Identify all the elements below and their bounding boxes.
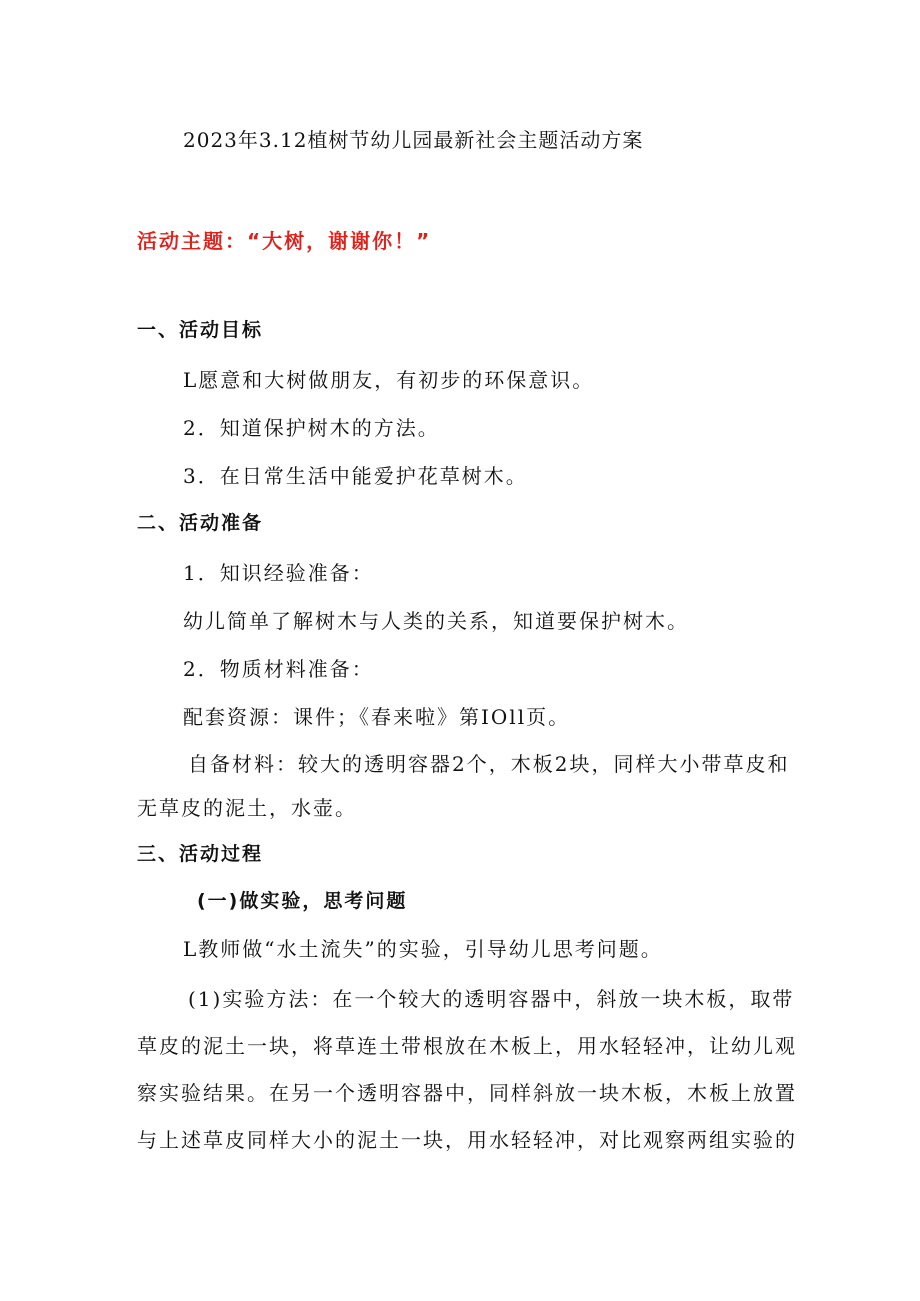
process-step-1: L教师做“水土流失”的实验，引导幼儿思考问题。 (183, 937, 663, 961)
document-title: 2023年3.12植树节幼儿园最新社会主题活动方案 (183, 128, 644, 152)
process-subheading: (一)做实验，思考问题 (197, 890, 408, 912)
prep-materials-line-2: 无草皮的泥土，水壶。 (137, 796, 357, 820)
section-heading-process: 三、活动过程 (137, 843, 264, 865)
prep-item-1-text: 幼儿简单了解树木与人类的关系，知道要保护树木。 (183, 609, 689, 633)
prep-materials-line-1: 自备材料：较大的透明容器2个，木板2块，同样大小带草皮和 (188, 752, 790, 776)
goal-item-2: 2．知道保护树木的方法。 (183, 416, 440, 440)
prep-item-1-label: 1．知识经验准备： (183, 561, 374, 585)
method-line-1: (1)实验方法：在一个较大的透明容器中，斜放一块木板，取带 (188, 987, 795, 1011)
section-heading-goals: 一、活动目标 (137, 319, 264, 341)
goal-item-3: 3．在日常生活中能爱护花草树木。 (183, 464, 528, 488)
prep-item-2-label: 2．物质材料准备： (183, 657, 374, 681)
method-line-4: 与上述草皮同样大小的泥土一块，用水轻轻冲，对比观察两组实验的 (137, 1128, 797, 1152)
activity-theme: 活动主题：“大树，谢谢你！” (137, 229, 432, 253)
goal-item-1: L愿意和大树做朋友，有初步的环保意识。 (183, 368, 595, 392)
section-heading-preparation: 二、活动准备 (137, 512, 264, 534)
method-line-3: 察实验结果。在另一个透明容器中，同样斜放一块木板，木板上放置 (137, 1081, 797, 1105)
method-line-2: 草皮的泥土一块，将草连土带根放在木板上，用水轻轻冲，让幼儿观 (137, 1034, 797, 1058)
prep-resources: 配套资源：课件；《春来啦》第IOll页。 (183, 705, 571, 729)
